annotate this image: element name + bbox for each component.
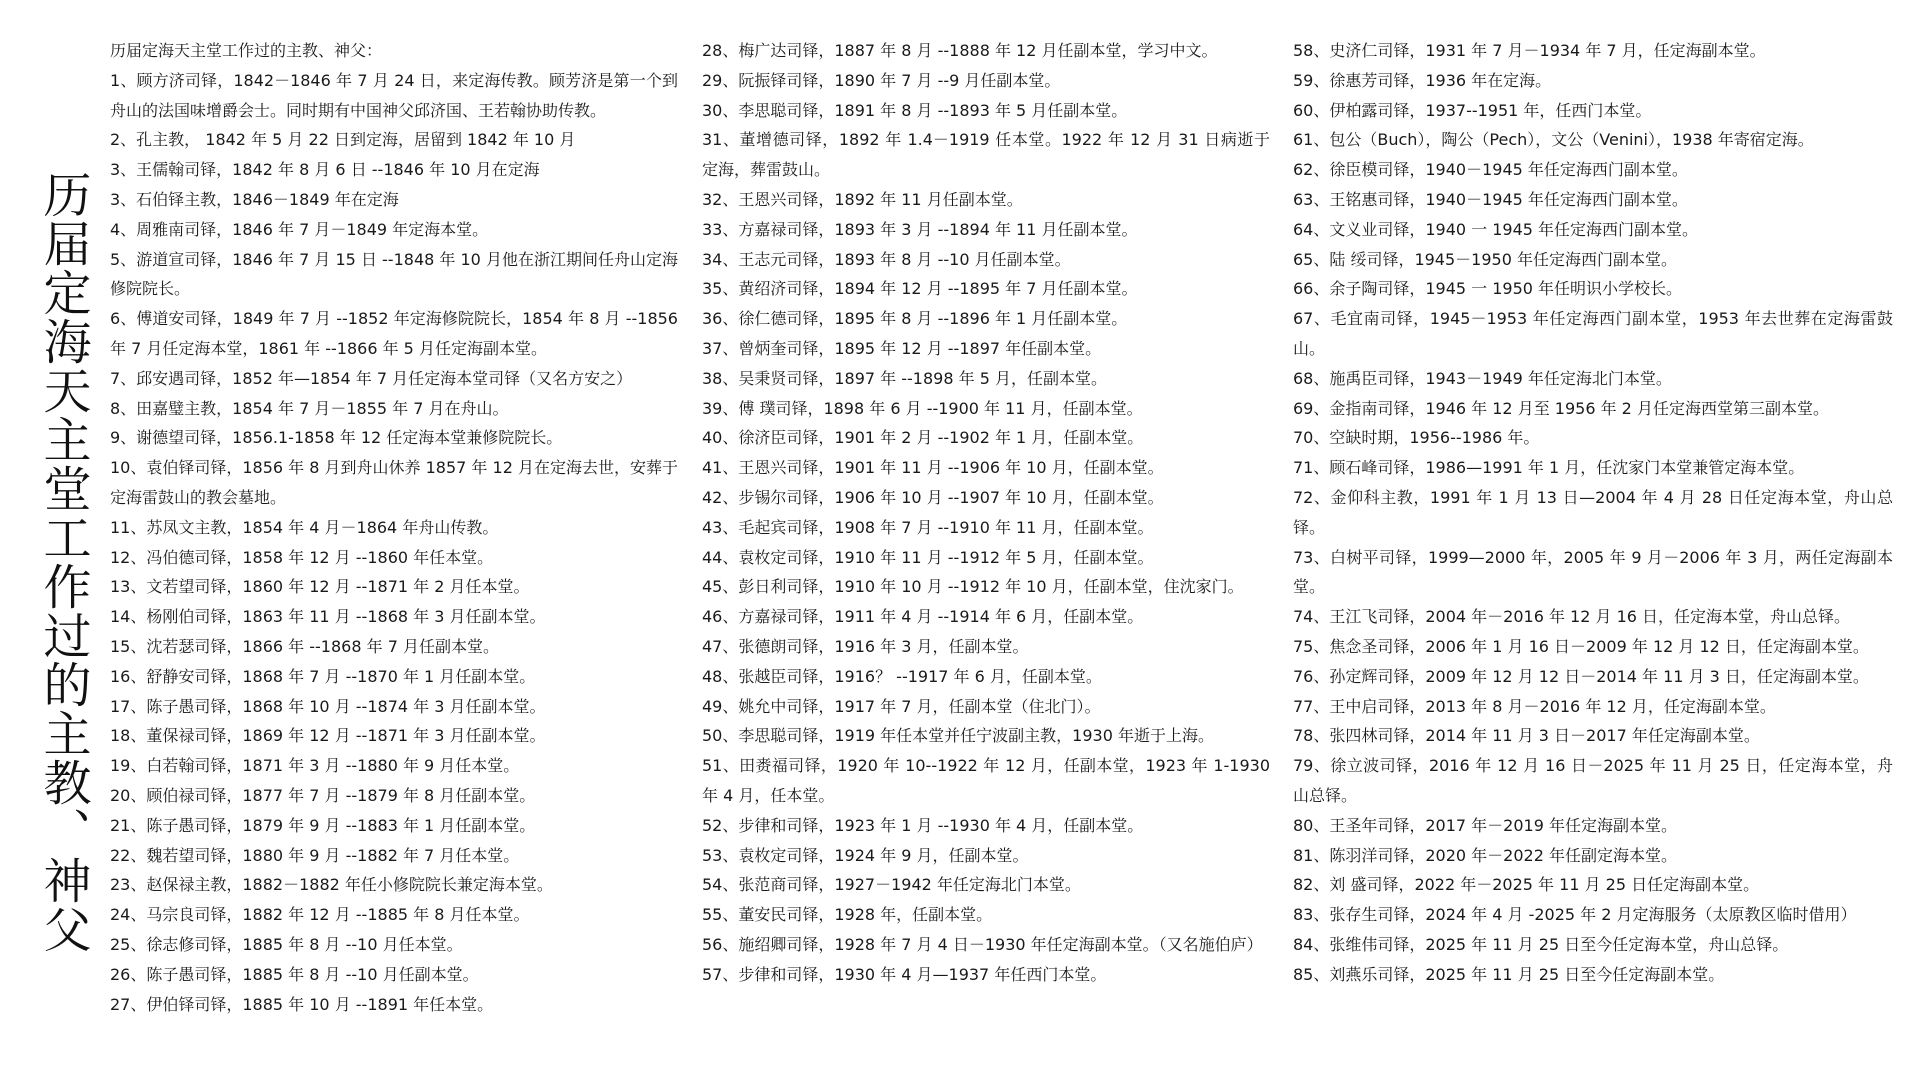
list-item: 9、谢德望司铎，1856.1-1858 年 12 任定海本堂兼修院院长。	[110, 428, 563, 448]
list-item: 77、王中启司铎，2013 年 8 月－2016 年 12 月，任定海副本堂。	[1293, 696, 1776, 716]
list-item: 48、张越臣司铎，1916？ --1917 年 6 月，任副本堂。	[702, 666, 1102, 686]
list-item: 2、孔主教， 1842 年 5 月 22 日到定海，居留到 1842 年 10 月	[110, 130, 576, 150]
list-item: 64、文义业司铎，1940 一 1945 年任定海西门副本堂。	[1293, 219, 1699, 239]
list-item: 75、焦念圣司铎，2006 年 1 月 16 日－2009 年 12 月 12 日，任定海副本堂。	[1293, 636, 1869, 656]
list-item: 55、董安民司铎，1928 年，任副本堂。	[702, 905, 993, 925]
list-item: 44、袁枚定司铎，1910 年 11 月 --1912 年 5 月，任副本堂。	[702, 547, 1154, 567]
list-item: 5、游道宣司铎，1846 年 7 月 15 日 --1848 年 10 月他在浙江期间任舟山定海修院院长。	[110, 249, 678, 299]
list-item: 59、徐惠芳司铎，1936 年在定海。	[1293, 70, 1552, 90]
list-item: 54、张范商司铎，1927－1942 年任定海北门本堂。	[702, 875, 1081, 895]
list-item: 66、余子陶司铎，1945 一 1950 年任明识小学校长。	[1293, 279, 1683, 299]
list-item: 31、董增德司铎，1892 年 1.4－1919 任本堂。1922 年 12 月 31 日病逝于定海，葬雷鼓山。	[702, 130, 1270, 180]
page-title: 历届定海天主堂工作过的主教、神父	[35, 170, 91, 954]
list-item: 34、王志元司铎，1893 年 8 月 --10 月任副本堂。	[702, 249, 1071, 269]
list-item: 52、步律和司铎，1923 年 1 月 --1930 年 4 月，任副本堂。	[702, 815, 1144, 835]
list-item: 12、冯伯德司铎，1858 年 12 月 --1860 年任本堂。	[110, 547, 494, 567]
list-item: 19、白若翰司铎，1871 年 3 月 --1880 年 9 月任本堂。	[110, 756, 520, 776]
list-item: 21、陈子愚司铎，1879 年 9 月 --1883 年 1 月任副本堂。	[110, 815, 536, 835]
list-item: 74、王江飞司铎，2004 年－2016 年 12 月 16 日，任定海本堂，舟山总铎。	[1293, 607, 1851, 627]
list-item: 7、邱安遇司铎，1852 年—1854 年 7 月任定海本堂司铎（又名方安之）	[110, 368, 633, 388]
list-item: 71、顾石峰司铎，1986—1991 年 1 月，任沈家门本堂兼管定海本堂。	[1293, 458, 1805, 478]
list-item: 32、王恩兴司铎，1892 年 11 月任副本堂。	[702, 189, 1023, 209]
list-item: 76、孙定辉司铎，2009 年 12 月 12 日－2014 年 11 月 3 日，任定海副本堂。	[1293, 666, 1869, 686]
list-item: 33、方嘉禄司铎，1893 年 3 月 --1894 年 11 月任副本堂。	[702, 219, 1138, 239]
list-item: 17、陈子愚司铎，1868 年 10 月 --1874 年 3 月任副本堂。	[110, 696, 546, 716]
column-2	[702, 36, 1270, 990]
list-item: 14、杨刚伯司铎，1863 年 11 月 --1868 年 3 月任副本堂。	[110, 607, 546, 627]
list-item: 29、阮振铎司铎，1890 年 7 月 --9 月任副本堂。	[702, 70, 1061, 90]
list-item: 43、毛起宾司铎，1908 年 7 月 --1910 年 11 月，任副本堂。	[702, 517, 1154, 537]
list-item: 47、张德朗司铎，1916 年 3 月，任副本堂。	[702, 636, 1029, 656]
list-item: 18、董保禄司铎，1869 年 12 月 --1871 年 3 月任副本堂。	[110, 726, 546, 746]
list-item: 27、伊伯铎司铎，1885 年 10 月 --1891 年任本堂。	[110, 994, 494, 1014]
list-item: 1、顾方济司铎，1842－1846 年 7 月 24 日，来定海传教。顾芳济是第一个到舟山的法国味增爵会士。同时期有中国神父邱济国、王若翰协助传教。	[110, 70, 678, 120]
list-item: 68、施禹臣司铎，1943－1949 年任定海北门本堂。	[1293, 368, 1672, 388]
list-item: 30、李思聪司铎，1891 年 8 月 --1893 年 5 月任副本堂。	[702, 100, 1128, 120]
list-item: 84、张维伟司铎，2025 年 11 月 25 日至今任定海本堂，舟山总铎。	[1293, 934, 1789, 954]
list-item: 69、金指南司铎，1946 年 12 月至 1956 年 2 月任定海西堂第三副本堂。	[1293, 398, 1829, 418]
list-item: 45、彭日利司铎，1910 年 10 月 --1912 年 10 月，任副本堂，住沈家门。	[702, 577, 1244, 597]
list-item: 85、刘燕乐司铎，2025 年 11 月 25 日至今任定海副本堂。	[1293, 964, 1725, 984]
list-item: 58、史济仁司铎，1931 年 7 月－1934 年 7 月，任定海副本堂。	[1293, 41, 1766, 60]
list-item: 42、步锡尔司铎，1906 年 10 月 --1907 年 10 月，任副本堂。	[702, 487, 1164, 507]
list-item: 40、徐济臣司铎，1901 年 2 月 --1902 年 1 月，任副本堂。	[702, 428, 1144, 448]
list-item: 56、施绍卿司铎，1928 年 7 月 4 日－1930 年任定海副本堂。（又名施伯庐）	[702, 934, 1263, 954]
list-item: 50、李思聪司铎，1919 年任本堂并任宁波副主教，1930 年逝于上海。	[702, 726, 1214, 746]
list-item: 24、马宗良司铎，1882 年 12 月 --1885 年 8 月任本堂。	[110, 905, 530, 925]
list-item: 80、王圣年司铎，2017 年－2019 年任定海副本堂。	[1293, 815, 1677, 835]
column-1	[110, 36, 678, 1019]
list-item: 39、傅 璞司铎，1898 年 6 月 --1900 年 11 月，任副本堂。	[702, 398, 1143, 418]
list-item: 25、徐志修司铎，1885 年 8 月 --10 月任本堂。	[110, 934, 463, 954]
list-item: 57、步律和司铎，1930 年 4 月—1937 年任西门本堂。	[702, 964, 1107, 984]
list-item: 20、顾伯禄司铎，1877 年 7 月 --1879 年 8 月任副本堂。	[110, 785, 536, 805]
list-item: 72、金仰科主教，1991 年 1 月 13 日—2004 年 4 月 28 日任定海本堂，舟山总铎。	[1293, 487, 1893, 537]
list-item: 81、陈羽洋司铎，2020 年－2022 年任副定海本堂。	[1293, 845, 1677, 865]
list-item: 8、田嘉璧主教，1854 年 7 月－1855 年 7 月在舟山。	[110, 398, 509, 418]
list-item: 70、空缺时期，1956--1986 年。	[1293, 428, 1540, 448]
list-item: 51、田赉福司铎，1920 年 10--1922 年 12 月，任副本堂，1923 年 1-1930 年 4 月，任本堂。	[702, 756, 1270, 805]
list-item: 3、石伯铎主教，1846－1849 年在定海	[110, 189, 399, 209]
list-item: 53、袁枚定司铎，1924 年 9 月，任副本堂。	[702, 845, 1029, 865]
list-item: 83、张存生司铎，2024 年 4 月 -2025 年 2 月定海服务（太原教区临时借用）	[1293, 905, 1857, 925]
list-item: 15、沈若瑟司铎，1866 年 --1868 年 7 月任副本堂。	[110, 636, 499, 656]
list-item: 11、苏凤文主教，1854 年 4 月－1864 年舟山传教。	[110, 517, 499, 537]
list-item: 历届定海天主堂工作过的主教、神父：	[110, 41, 383, 60]
list-item: 63、王铭惠司铎，1940－1945 年任定海西门副本堂。	[1293, 189, 1688, 209]
list-item: 13、文若望司铎，1860 年 12 月 --1871 年 2 月任本堂。	[110, 577, 530, 597]
list-item: 49、姚允中司铎，1917 年 7 月，任副本堂（住北门）。	[702, 696, 1101, 716]
list-item: 35、黄绍济司铎，1894 年 12 月 --1895 年 7 月任副本堂。	[702, 279, 1138, 299]
list-item: 22、魏若望司铎，1880 年 9 月 --1882 年 7 月任本堂。	[110, 845, 520, 865]
list-item: 67、毛宜南司铎，1945－1953 年任定海西门副本堂，1953 年去世葬在定海雷鼓山。	[1293, 309, 1893, 358]
list-item: 37、曾炳奎司铎，1895 年 12 月 --1897 年任副本堂。	[702, 338, 1102, 358]
list-item: 82、刘 盛司铎，2022 年－2025 年 11 月 25 日任定海副本堂。	[1293, 875, 1760, 895]
list-item: 41、王恩兴司铎，1901 年 11 月 --1906 年 10 月，任副本堂。	[702, 458, 1164, 478]
list-item: 73、白树平司铎，1999—2000 年，2005 年 9 月－2006 年 3 月，两任定海副本堂。	[1293, 547, 1893, 597]
list-item: 78、张四林司铎，2014 年 11 月 3 日－2017 年任定海副本堂。	[1293, 726, 1760, 746]
list-item: 79、徐立波司铎，2016 年 12 月 16 日－2025 年 11 月 25 日，任定海本堂，舟山总铎。	[1293, 756, 1893, 805]
list-item: 60、伊柏露司铎，1937--1951 年，任西门本堂。	[1293, 100, 1652, 120]
list-item: 62、徐臣模司铎，1940－1945 年任定海西门副本堂。	[1293, 160, 1688, 180]
list-item: 36、徐仁德司铎，1895 年 8 月 --1896 年 1 月任副本堂。	[702, 309, 1128, 329]
list-item: 23、赵保禄主教，1882－1882 年任小修院院长兼定海本堂。	[110, 875, 553, 895]
list-item: 28、梅广达司铎，1887 年 8 月 --1888 年 12 月任副本堂，学习中文。	[702, 41, 1218, 60]
list-item: 10、袁伯铎司铎，1856 年 8 月到舟山休养 1857 年 12 月在定海去世，安葬于定海雷鼓山的教会墓地。	[110, 458, 678, 507]
list-item: 65、陆 绥司铎，1945－1950 年任定海西门副本堂。	[1293, 249, 1677, 269]
list-item: 6、傅道安司铎，1849 年 7 月 --1852 年定海修院院长，1854 年 8 月 --1856 年 7 月任定海本堂，1861 年 --1866 年 5 月任定海副本堂。	[110, 309, 678, 358]
column-3	[1293, 36, 1893, 990]
list-item: 46、方嘉禄司铎，1911 年 4 月 --1914 年 6 月，任副本堂。	[702, 607, 1144, 627]
list-item: 3、王儒翰司铎，1842 年 8 月 6 日 --1846 年 10 月在定海	[110, 160, 540, 180]
list-item: 61、包公（Buch），陶公（Pech），文公（Venini），1938 年寄宿定海。	[1293, 130, 1814, 150]
list-item: 4、周雅南司铎，1846 年 7 月－1849 年定海本堂。	[110, 219, 489, 239]
list-item: 38、吴秉贤司铎，1897 年 --1898 年 5 月，任副本堂。	[702, 368, 1107, 388]
list-item: 16、舒静安司铎，1868 年 7 月 --1870 年 1 月任副本堂。	[110, 666, 536, 686]
list-item: 26、陈子愚司铎，1885 年 8 月 --10 月任副本堂。	[110, 964, 479, 984]
